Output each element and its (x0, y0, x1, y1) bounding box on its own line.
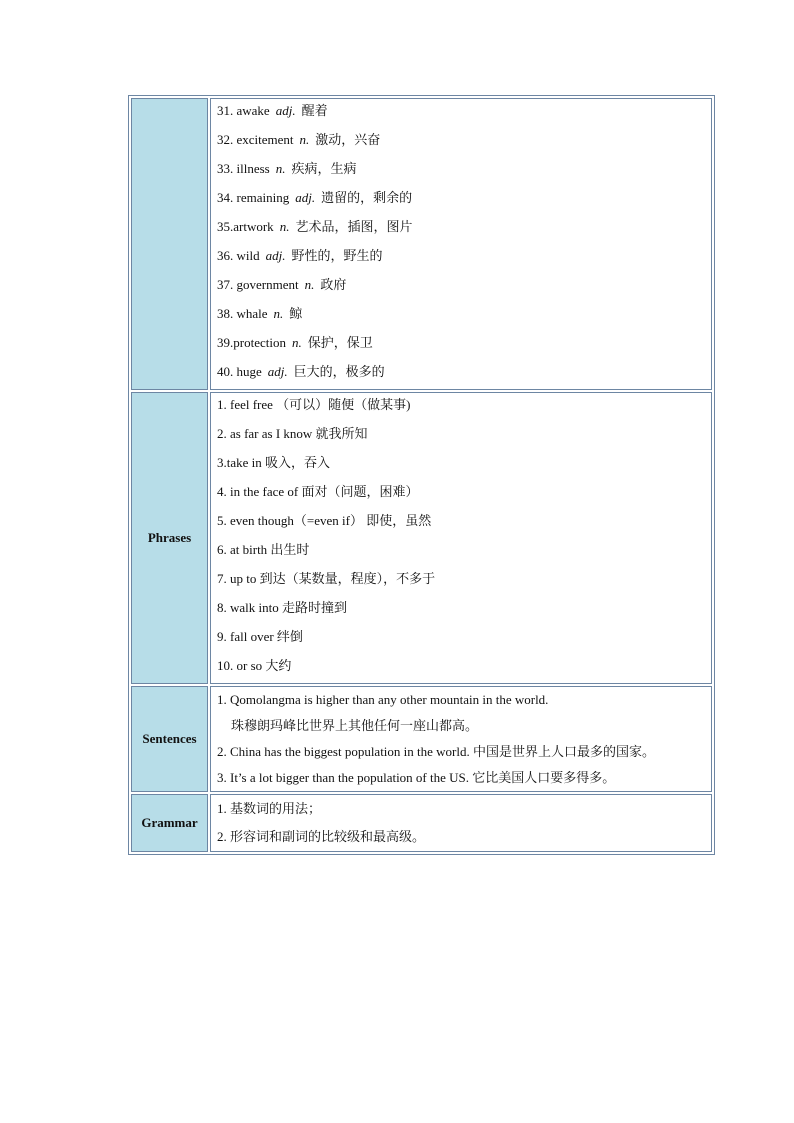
word-chinese: 艺术品，插图，图片 (295, 219, 413, 234)
word-part-of-speech: adj. (295, 190, 316, 205)
word-number: 36. (217, 248, 234, 263)
words-cell (210, 98, 712, 390)
phrase-line: 7. up to 到达（某数量，程度），不多于 (217, 571, 436, 586)
grammar-cell (210, 794, 712, 852)
word-line-38 (217, 302, 705, 331)
word-chinese: 疾病，生病 (291, 161, 357, 176)
word-number: 37. (217, 277, 234, 292)
word-chinese: 保护，保卫 (307, 335, 373, 350)
sentence-line: 3. It’s a lot bigger than the population of the US. 它比美国人口要多得多。 (217, 770, 616, 785)
word-english: artwork (233, 219, 274, 234)
phrase-line: 10. or so 大约 (217, 658, 292, 673)
sentences-cell (210, 686, 712, 792)
word-number: 39. (217, 335, 234, 350)
word-chinese: 遗留的，剩余的 (321, 190, 413, 205)
word-english: huge (236, 364, 262, 379)
grammar-row (131, 794, 712, 852)
word-chinese: 巨大的，极多的 (293, 364, 385, 379)
word-number: 32. (217, 132, 234, 147)
word-line-37 (217, 273, 705, 302)
word-part-of-speech: n. (304, 277, 315, 292)
phrase-line: 3.take in 吸入，吞入 (217, 455, 331, 470)
word-line-36 (217, 244, 705, 273)
word-number: 31. (217, 103, 234, 118)
word-part-of-speech: n. (291, 335, 302, 350)
words-row (131, 98, 712, 390)
word-chinese: 激动，兴奋 (315, 132, 381, 147)
word-english: illness (236, 161, 270, 176)
word-line-35 (217, 215, 705, 244)
word-number: 33. (217, 161, 234, 176)
word-line-32 (217, 128, 705, 157)
grammar-line: 2. 形容词和副词的比较级和最高级。 (217, 829, 426, 844)
word-chinese: 醒着 (301, 103, 328, 118)
word-english: remaining (236, 190, 290, 205)
word-number: 38. (217, 306, 234, 321)
words-label-cell (131, 98, 208, 390)
sentence-line: 1. Qomolangma is higher than any other mountain in the world. (217, 692, 549, 707)
grammar-label: Grammar (131, 794, 208, 852)
word-line-33 (217, 157, 705, 186)
word-english: excitement (236, 132, 294, 147)
phrase-line: 4. in the face of 面对（问题，困难） (217, 484, 419, 499)
word-english: government (236, 277, 299, 292)
word-part-of-speech: n. (279, 219, 290, 234)
phrase-line: 6. at birth 出生时 (217, 542, 310, 557)
word-chinese: 野性的，野生的 (291, 248, 383, 263)
phrase-line: 5. even though（=even if） 即使，虽然 (217, 513, 432, 528)
vocabulary-table (128, 95, 715, 855)
word-english: protection (233, 335, 286, 350)
phrases-cell (210, 392, 712, 684)
word-english: awake (236, 103, 270, 118)
word-part-of-speech: adj. (275, 103, 296, 118)
phrases-row (131, 392, 712, 684)
grammar-line: 1. 基数词的用法； (217, 801, 322, 816)
phrase-line: 2. as far as I know 就我所知 (217, 426, 368, 441)
phrase-line: 8. walk into 走路时撞到 (217, 600, 347, 615)
word-part-of-speech: n. (273, 306, 284, 321)
word-part-of-speech: adj. (267, 364, 288, 379)
phrase-line: 1. feel free （可以）随便（做某事) (217, 397, 411, 412)
word-line-31 (217, 99, 705, 128)
word-chinese: 鲸 (289, 306, 303, 321)
sentences-row (131, 686, 712, 792)
word-part-of-speech: n. (299, 132, 310, 147)
word-line-40 (217, 360, 705, 389)
word-line-39 (217, 331, 705, 360)
sentences-label: Sentences (131, 686, 208, 792)
phrases-label: Phrases (131, 392, 208, 684)
sentence-line: 2. China has the biggest population in the world. 中国是世界上人口最多的国家。 (217, 744, 655, 759)
sentence-translation-line: 珠穆朗玛峰比世界上其他任何一座山都高。 (231, 718, 479, 733)
word-line-34 (217, 186, 705, 215)
phrase-line: 9. fall over 绊倒 (217, 629, 303, 644)
word-part-of-speech: n. (275, 161, 286, 176)
word-english: wild (236, 248, 260, 263)
word-number: 35. (217, 219, 234, 234)
word-chinese: 政府 (320, 277, 347, 292)
word-english: whale (236, 306, 268, 321)
word-part-of-speech: adj. (265, 248, 286, 263)
word-number: 40. (217, 364, 234, 379)
word-number: 34. (217, 190, 234, 205)
